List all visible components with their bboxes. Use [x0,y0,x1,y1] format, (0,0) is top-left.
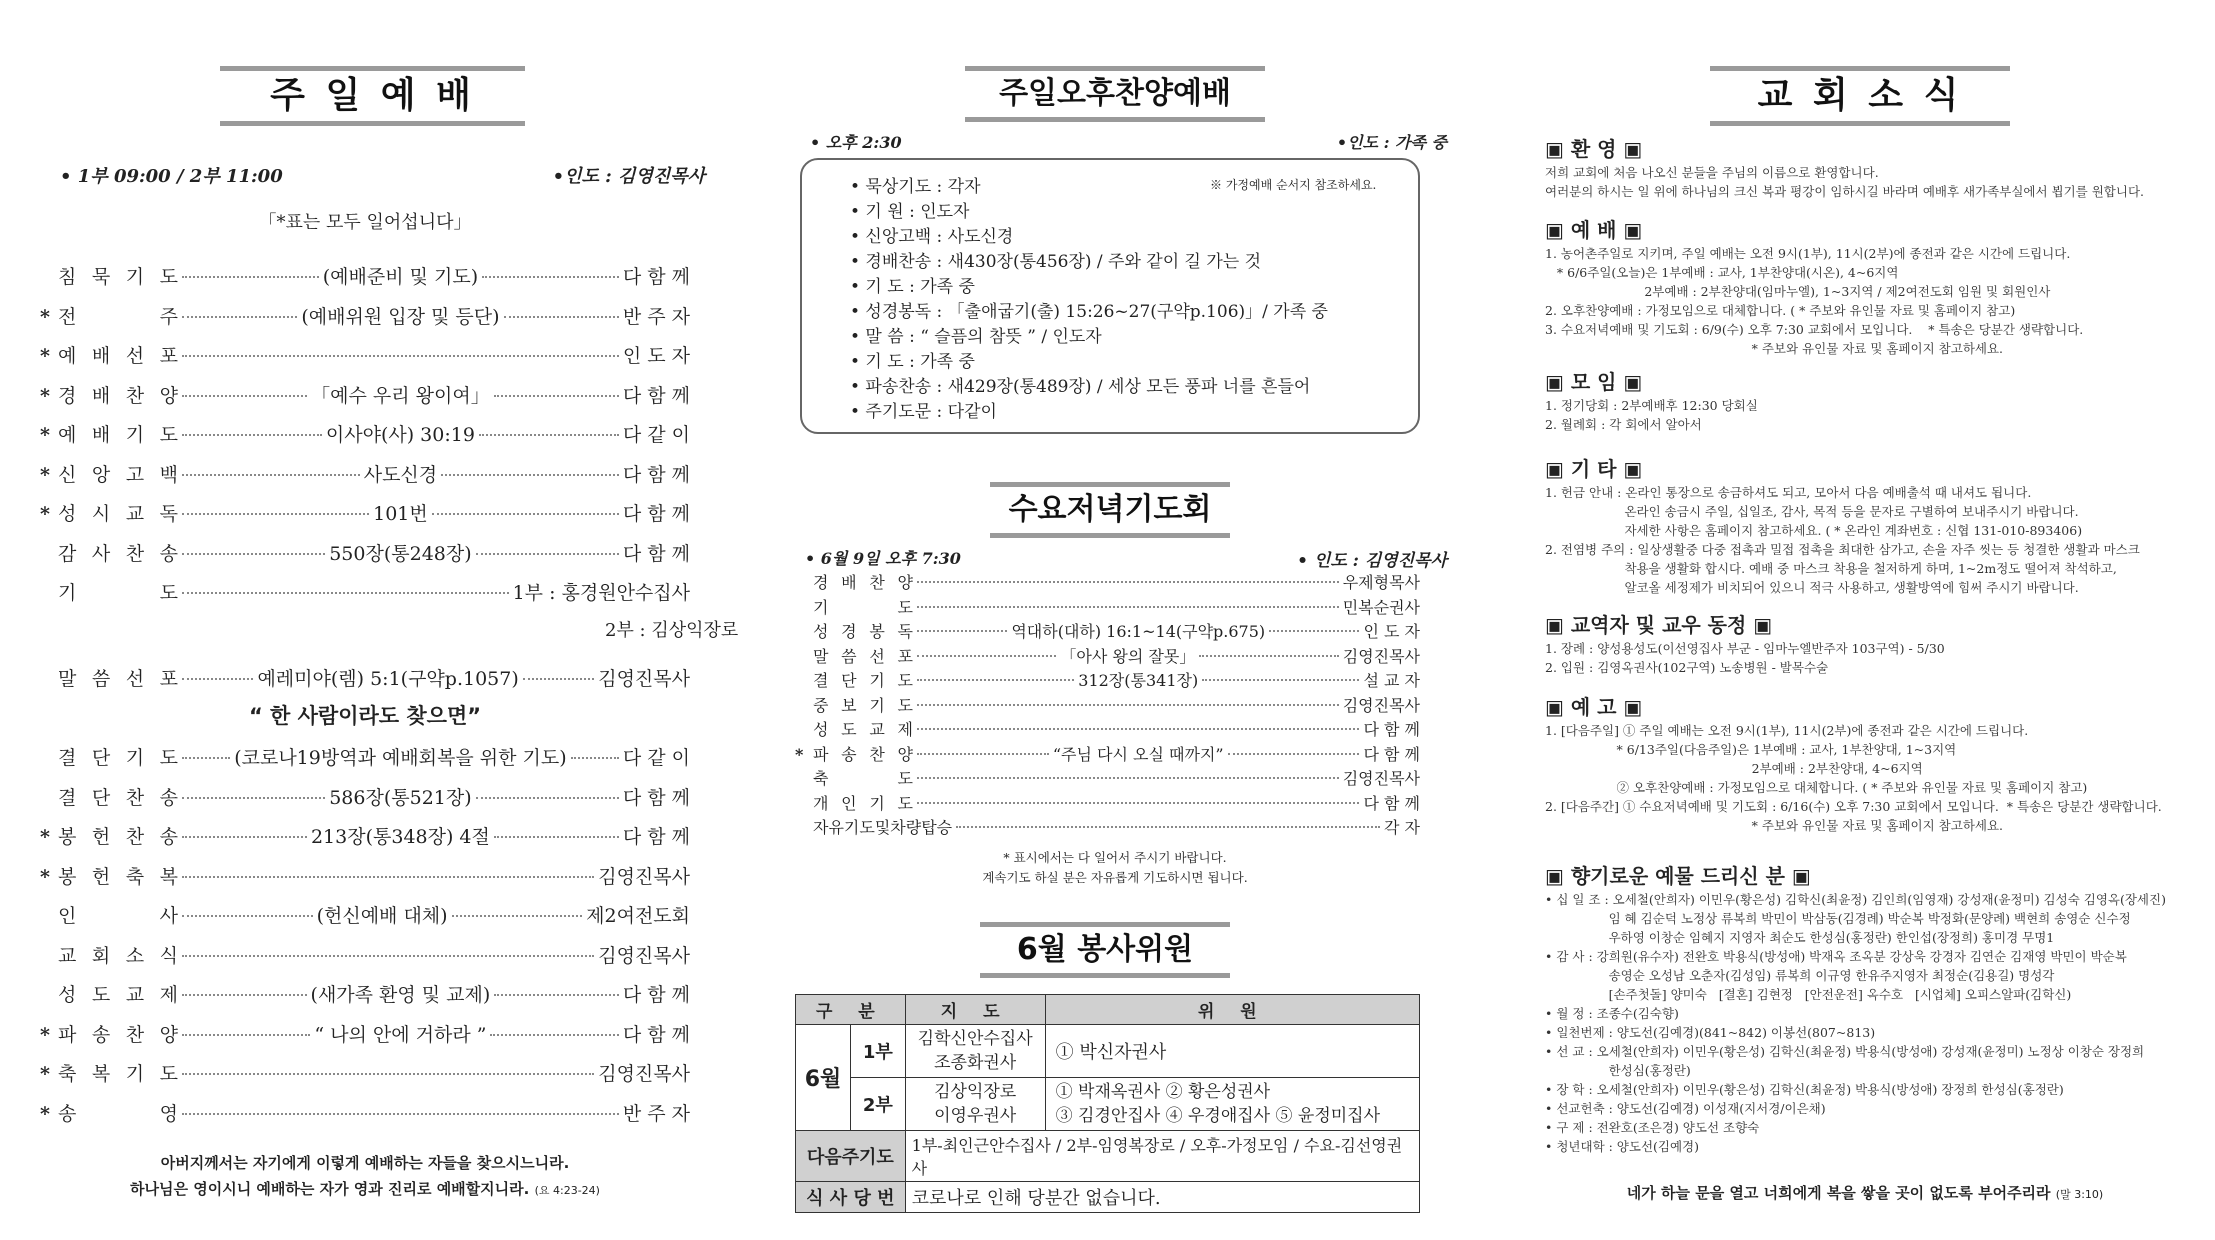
news-line: * 6/13주일(다음주일)은 1부예배 : 교사, 1부찬양대, 1~3지역 [1545,742,1957,757]
leader-dots [917,802,1359,804]
order-label: 축 도 [813,769,913,788]
stand-marker: * [40,424,50,446]
stand-marker: * [40,1102,50,1125]
table-header-row [796,995,1420,1025]
order-label: 성 경 봉 독 [813,622,913,641]
sunday-worship-title: 주 일 예 배 [220,66,525,126]
members-1st: ① 박신자권사 [1045,1025,1419,1078]
order-content: (새가족 환영 및 교제) [310,984,491,1006]
stand-marker: * [40,345,50,367]
order-content: 이사야(사) 30:19 [325,424,475,446]
leader-dots [494,395,619,397]
news-line: 저희 교회에 처음 나오신 분들을 주님의 이름으로 환영합니다. [1545,165,1879,180]
news-line: 3. 수요저녁예배 및 기도회 : 6/9(수) 오후 7:30 교회에서 모입니다. * 특송은 당분간 생략합니다. [1545,322,2084,337]
news-line: 1. 정기당회 : 2부예배후 12:30 당회실 [1545,398,1758,413]
order-label: 성 도 교 제 [58,984,178,1006]
wednesday-notes [795,848,1435,888]
verse-line-2: 하나님은 영이시니 예배하는 자가 영과 진리로 예배할지니라. (요 4:23-24) [130,1180,600,1198]
stand-marker: * [795,744,804,764]
stand-marker: * [40,305,50,328]
leader-dots [1269,630,1359,632]
order-person: 다 함 께 [622,463,691,486]
order-row [795,742,1420,765]
news-line: • 감 사 : 강희원(유수자) 전완호 박용식(방성애) 박재옥 조옥분 강상욱 강경자 김연순 김재영 박민이 박순복 [1545,949,2127,964]
order-row-sermon: 말 씀 선 포 예레미야(렘) 5:1(구약p.1057) 김영진목사 [58,668,690,690]
leader-dots [494,836,619,838]
leader-dots [182,316,297,318]
news-line: 온라인 송금시 주일, 십일조, 감사, 목적 등을 문자로 구별하여 보내주시기 바랍니다. [1545,504,2079,519]
order-row [795,693,1420,716]
stand-marker: * [40,826,50,848]
order-person: 다 함 께 [622,826,690,848]
news-line: 2. 전염병 주의 : 일상생활중 다중 접촉과 밀접 접촉을 최대한 삼가고, 손을 자주 씻는 등 청결한 생활과 마스크 [1545,542,2140,557]
afternoon-order-item: • 기 도 : 가족 중 [850,352,975,372]
order-label: 봉 헌 축 복 [58,865,178,888]
order-person: 제2여전도회 [586,905,691,927]
afternoon-order-item: • 경배찬송 : 새430장(통456장) / 주와 같이 길 가는 것 [850,252,1262,272]
news-line: 1. 헌금 안내 : 온라인 통장으로 송금하셔도 되고, 모아서 다음 예배출석 때 내셔도 됩니다. [1545,485,2032,500]
prayer-2nd: 2부 : 김상익장로 [605,620,739,641]
june-volunteers-title: 6월 봉사위원 [980,922,1230,978]
order-content: 「아사 왕의 잘못」 [1060,646,1196,666]
order-label: 개 인 기 도 [813,793,913,813]
order-content: 550장(통248장) [329,542,472,565]
leader-dots [917,655,1056,657]
order-person: 다 함 께 [622,266,691,288]
worship-leader: •인도 : 김영진목사 [552,166,705,187]
order-label: 자유기도및차량탑승 [813,818,953,837]
leader-dots [956,826,1380,828]
order-row [40,381,690,408]
leader-dots [182,592,509,594]
news-line: • 선 교 : 오세철(안희자) 이민우(황은성) 김학신(최윤정) 박용식(방성애) 강성재(윤정미) 노정상 이창순 장정희 [1545,1044,2145,1059]
afternoon-order-item: • 기 원 : 인도자 [850,202,970,222]
order-row [795,766,1420,789]
order-person: 반 주 자 [622,1102,690,1125]
order-label: 신 앙 고 백 [58,463,178,486]
order-row [795,717,1420,740]
leader-dots [917,728,1359,730]
news-heading: ▣ 예 배 ▣ [1545,218,1643,242]
order-person: 다 함 께 [622,503,690,525]
news-line: ② 오후찬양예배 : 가정모임으로 대체합니다. ( * 주보와 유인물 자료 및 홈페이지 참고) [1545,780,2088,795]
news-line: 2부예배 : 2부찬양대(임마누엘), 1~3지역 / 제2여전도회 임원 및 회원인사 [1545,284,2051,299]
leader-dots [182,513,369,515]
order-row [40,539,690,566]
order-label: 결 단 찬 송 [58,786,178,809]
order-row [40,1059,690,1086]
leader-dots [182,1034,310,1036]
wednesday-prayer-title: 수요저녁기도회 [990,482,1230,538]
afternoon-order-item: • 묵상기도 : 각자 [850,177,981,197]
wednesday-time: • 6월 9일 오후 7:30 [805,549,961,568]
order-row [795,619,1420,642]
closing-ref: (말 3:10) [2055,1188,2104,1201]
members-2nd: ① 박재옥권사 ② 황은성권사 ③ 김경안집사 ④ 우경애집사 ⑤ 윤정미집사 [1045,1078,1419,1131]
service-1st: 1부 [851,1025,906,1078]
leader-dots [1228,753,1360,755]
leader-dots [182,757,230,759]
order-content: 101번 [373,503,428,525]
worship-time: • 1부 09:00 / 2부 11:00 [60,166,283,187]
order-label: 기 도 [813,597,913,617]
leader-dots [182,915,313,917]
order-label: 예 배 선 포 [58,345,178,367]
order-label: 예 배 기 도 [58,424,178,446]
verse-ref: (요 4:23-24) [534,1184,600,1197]
order-person: 민복순권사 [1342,597,1420,617]
leader-dots [917,581,1339,583]
order-label: 파 송 찬 양 [58,1023,178,1046]
news-line: 한성심(홍정란) [1545,1063,1691,1078]
order-row [40,901,690,928]
leader-dots [476,797,619,799]
order-row [795,595,1420,618]
leader-dots [482,276,619,278]
news-line: * 주보와 유인물 자료 및 홈페이지 참고하세요. [1545,818,2004,833]
stand-marker: * [40,865,50,888]
news-line: 임 혜 김순덕 노정상 류복희 박민이 박삼동(김경례) 박순복 박정화(문양례) 백현희 송영순 신수정 [1545,911,2131,926]
leader-dots [182,994,307,996]
order-person: 각 자 [1384,818,1420,837]
news-line: 자세한 사항은 홈페이지 참고하세요. ( * 온라인 계좌번호 : 신협 131-010-893406) [1545,523,2083,538]
order-label: 경 배 찬 양 [58,384,178,407]
afternoon-order-item: • 주기도문 : 다같이 [850,402,997,422]
table-row [796,1025,1420,1078]
order-person: 1부 : 홍경원안수집사 [512,582,690,604]
volunteers-table [795,994,1420,1213]
news-line: 1. 농어촌주일로 지키며, 주일 예배는 오전 9시(1부), 11시(2부)에 종전과 같은 시간에 드립니다. [1545,246,2071,261]
news-line: * 주보와 유인물 자료 및 홈페이지 참고하세요. [1545,341,2004,356]
sermon-title: “ 한 사람이라도 찾으면” [248,704,482,728]
news-line: 1. 장례 : 양성용성도(이선영집사 부군 - 임마누엘반주자 103구역) - 5/30 [1545,641,1945,656]
leader-dots [182,1073,594,1075]
continuous-prayer-note: 계속기도 하실 분은 자유롭게 기도하시면 됩니다. [982,870,1248,885]
afternoon-leader: •인도 : 가족 중 [1336,133,1447,152]
news-line: 2. 월례회 : 각 회에서 알아서 [1545,417,1702,432]
news-line: 1. [다음주일] ① 주일 예배는 오전 9시(1부), 11시(2부)에 종전과 같은 시간에 드립니다. [1545,723,2029,738]
afternoon-order-item: • 신앙고백 : 사도신경 [850,227,1014,247]
header-division: 구 분 [796,995,906,1025]
order-person: 인 도 자 [1363,622,1421,641]
leader-dots [1199,655,1338,657]
order-content: 「예수 우리 왕이여」 [311,384,490,407]
news-line: * 6/6주일(오늘)은 1부예배 : 교사, 1부찬양대(시온), 4~6지역 [1545,265,1899,280]
leader-dots [182,434,322,436]
order-person: 우제형목사 [1342,573,1420,592]
meal-duty-label: 식 사 당 번 [796,1182,906,1213]
order-person: 다 함 께 [622,1023,691,1046]
order-label: 말 씀 선 포 [813,646,913,666]
order-content: 사도신경 [363,463,438,486]
stand-marker: * [40,503,50,525]
news-line: • 장 학 : 오세철(안희자) 이민우(황은성) 김학신(최윤정) 박용식(방성애) 장정희 한성심(홍정란) [1545,1082,2064,1097]
church-news-title: 교 회 소 식 [1710,66,2010,126]
news-heading: ▣ 예 고 ▣ [1545,695,1643,719]
order-content: (헌신예배 대체) [316,905,448,927]
order-label: 결 단 기 도 [813,671,913,690]
news-line: 우하영 이창순 임혜지 지영자 최순도 한성심(홍정란) 한인섭(장정희) 홍미경 무명1 [1545,930,2055,945]
table-row [796,1182,1420,1213]
leader-dots [490,1034,618,1036]
order-person: 다 함 께 [622,984,690,1006]
order-person: 김영진목사 [1342,769,1420,788]
order-person: 김영진목사 [598,1063,690,1085]
leader-dots [917,704,1339,706]
order-row [40,980,690,1007]
order-row [40,499,690,526]
news-line: 2. [다음주간] ① 수요저녁예배 및 기도회 : 6/16(수) 오후 7:30 교회에서 모입니다. * 특송은 당분간 생략합니다. [1545,799,2162,814]
guide-2nd: 김상익장로 이영우권사 [905,1078,1045,1131]
order-content: “주님 다시 오실 때까지” [1052,744,1224,764]
news-line: 알코올 세정제가 비치되어 있으니 적극 사용하고, 생활방역에 힘써 주시기 바랍니다. [1545,580,2079,595]
order-row [40,783,690,810]
order-label: 성 시 교 독 [58,503,178,525]
news-line: • 십 일 조 : 오세철(안희자) 이민우(황은성) 김학신(최윤정) 김인희(임영재) 강성재(윤정미) 김성숙 김영옥(장세진) [1545,892,2166,907]
order-person: 다 함 께 [622,384,690,407]
order-row [40,1099,690,1126]
order-row [40,743,690,770]
table-row [796,1078,1420,1131]
afternoon-order-item: • 말 씀 : “ 슬픔의 참뜻 ” / 인도자 [850,327,1102,347]
order-row [795,668,1420,691]
order-row [795,570,1420,593]
leader-dots [182,1113,619,1115]
news-line: 2부예배 : 2부찬양대, 4~6지역 [1545,761,1923,776]
next-prayer-label: 다음주기도 [796,1131,906,1182]
order-label: 성 도 교 제 [813,720,913,739]
header-members: 위 원 [1045,995,1419,1025]
leader-dots [182,553,325,555]
leader-dots [432,513,619,515]
leader-dots [182,474,360,476]
news-line: • 구 제 : 전완호(조은경) 양도선 조향숙 [1545,1120,1760,1135]
leader-dots [571,757,619,759]
afternoon-order-item: • 성경봉독 : 「출애굽기(출) 15:26~27(구약p.106)」/ 가족 중 [850,302,1328,322]
order-person: 설 교 자 [1363,671,1421,690]
standing-note: 「*표는 모두 일어섭니다」 [258,212,472,233]
order-label: 전 주 [58,305,178,328]
order-content: 213장(통348장) 4절 [310,826,490,848]
leader-dots [917,777,1339,779]
order-person: 다 같 이 [622,747,690,769]
news-heading: ▣ 향기로운 예물 드리신 분 ▣ [1545,864,1811,888]
leader-dots [182,797,325,799]
order-row [40,262,690,289]
wednesday-leader: • 인도 : 김영진목사 [1297,551,1447,571]
order-content: 586장(통521장) [329,786,472,809]
order-label: 경 배 찬 양 [813,573,913,592]
order-label: 기 도 [58,582,178,604]
order-person: 인 도 자 [622,345,690,367]
afternoon-order-item: • 기 도 : 가족 중 [850,277,975,297]
leader-dots [182,355,619,357]
order-person: 다 같 이 [622,424,691,446]
afternoon-time: • 오후 2:30 [810,133,902,152]
order-row [40,341,690,368]
standing-note-2: * 표시에서는 다 일어서 주시기 바랍니다. [1003,850,1227,865]
order-label: 결 단 기 도 [58,747,178,769]
order-person: 김영진목사 [598,944,690,967]
leader-dots [182,395,307,397]
order-person: 다 함 께 [622,542,691,565]
home-worship-note: ※ 가정예배 순서지 참조하세요. [1210,178,1377,192]
order-label: 감 사 찬 송 [58,542,178,565]
order-content: (코로나19방역과 예배회복을 위한 기도) [234,747,567,769]
order-row [40,420,690,447]
leader-dots [917,753,1049,755]
service-2nd: 2부 [851,1078,906,1131]
order-row [40,1020,690,1047]
afternoon-order-item: • 파송찬송 : 새429장(통489장) / 세상 모든 풍파 너를 흔들어 [850,377,1311,397]
order-person: 다 함 께 [1363,744,1420,764]
leader-dots [182,955,594,957]
news-line: 착용을 생활화 합시다. 예배 중 마스크 착용을 철저하게 하며, 1~2m정도 떨어져 착석하고, [1545,561,2117,576]
order-label: 송 영 [58,1102,178,1125]
order-row [795,791,1420,814]
leader-dots [479,434,619,436]
leader-dots [182,836,307,838]
order-person: 다 함 께 [622,786,691,809]
meal-duty-value: 코로나로 인해 당분간 없습니다. [905,1182,1419,1213]
order-label: 봉 헌 찬 송 [58,826,178,848]
verse-line-1: 아버지께서는 자기에게 이렇게 예배하는 자들을 찾으시느니라. [160,1154,570,1172]
order-content: 역대하(대하) 16:1~14(구약p.675) [1011,622,1266,641]
leader-dots [1202,679,1359,681]
news-line: 여러분의 하시는 일 위에 하나님의 크신 복과 평강이 임하시길 바라며 예배후 새가족부실에서 뵙기를 원합니다. [1545,184,2145,199]
order-row [795,815,1420,838]
leader-dots [182,276,319,278]
order-label: 중 보 기 도 [813,695,913,715]
order-person: 다 함 께 [1363,793,1420,813]
news-heading: ▣ 환 영 ▣ [1545,137,1643,161]
news-line: • 월 정 : 조종수(김숙향) [1545,1006,1679,1021]
order-row [40,302,690,329]
order-label: 축 복 기 도 [58,1063,178,1085]
news-heading: ▣ 모 임 ▣ [1545,370,1643,394]
order-label: 파 송 찬 양 [813,744,913,764]
month-cell: 6월 [796,1025,851,1131]
leader-dots [476,553,619,555]
leader-dots [504,316,619,318]
order-label: 침 묵 기 도 [58,266,178,288]
news-line: • 선교헌축 : 양도선(김예경) 이성재(지서경/이은채) [1545,1101,1826,1116]
order-person: 다 함 께 [1363,720,1420,739]
order-row [40,822,690,849]
closing-verse-2: 네가 하늘 문을 열고 너희에게 복을 쌓을 곳이 없도록 부어주리라 (말 3:10) [1626,1184,2104,1202]
order-row [40,862,690,889]
order-person: 김영진목사 [1342,646,1421,666]
order-label: 교 회 소 식 [58,944,178,967]
closing-verse [40,1150,690,1204]
afternoon-worship-title: 주일오후찬양예배 [965,66,1265,122]
next-prayer-value: 1부-최인근안수집사 / 2부-임영복장로 / 오후-가정모임 / 수요-김선영권사 [905,1131,1419,1182]
stand-marker: * [40,1063,50,1085]
news-line: 송영순 오성남 오춘자(김성임) 류복희 이규영 한유주지영자 최정순(김용길) 명성각 [1545,968,2055,983]
news-line: • 일천번제 : 양도선(김예경)(841~842) 이봉선(807~813) [1545,1025,1876,1040]
header-guide: 지 도 [905,995,1045,1025]
leader-dots [917,630,1007,632]
news-line: [손주첫돌] 양미숙 [결혼] 김현정 [안전운전] 옥수호 [시업체] 오피스알파(김학신) [1545,987,2072,1002]
order-person: 반 주 자 [622,305,691,328]
order-content: (예배위원 입장 및 등단) [301,305,500,328]
table-row [796,1131,1420,1182]
stand-marker: * [40,463,50,486]
news-line: 2. 입원 : 김영옥권사(102구역) 노송병원 - 발목수술 [1545,660,1829,675]
stand-marker: * [40,1023,50,1046]
order-row [40,578,690,605]
order-content: “ 나의 안에 거하라 ” [314,1023,487,1046]
leader-dots [182,876,594,878]
order-content: 312장(통341장) [1078,671,1199,690]
guide-1st: 김학신안수집사 조종화권사 [905,1025,1045,1078]
order-row [40,460,690,487]
leader-dots [917,606,1339,608]
leader-dots [452,915,583,917]
news-line: • 청년대학 : 양도선(김예경) [1545,1139,1700,1154]
order-person: 김영진목사 [1342,695,1420,715]
order-row [40,941,690,968]
order-person: 김영진목사 [598,865,690,888]
leader-dots [917,679,1074,681]
order-label: 인 사 [58,905,178,927]
order-content: (예배준비 및 기도) [322,266,479,288]
leader-dots [494,994,619,996]
news-line: 2. 오후찬양예배 : 가정모임으로 대체합니다. ( * 주보와 유인물 자료 및 홈페이지 참고) [1545,303,2016,318]
stand-marker: * [40,384,50,407]
leader-dots [441,474,619,476]
order-row [795,644,1420,667]
news-heading: ▣ 교역자 및 교우 동정 ▣ [1545,613,1773,637]
news-heading: ▣ 기 타 ▣ [1545,457,1643,481]
